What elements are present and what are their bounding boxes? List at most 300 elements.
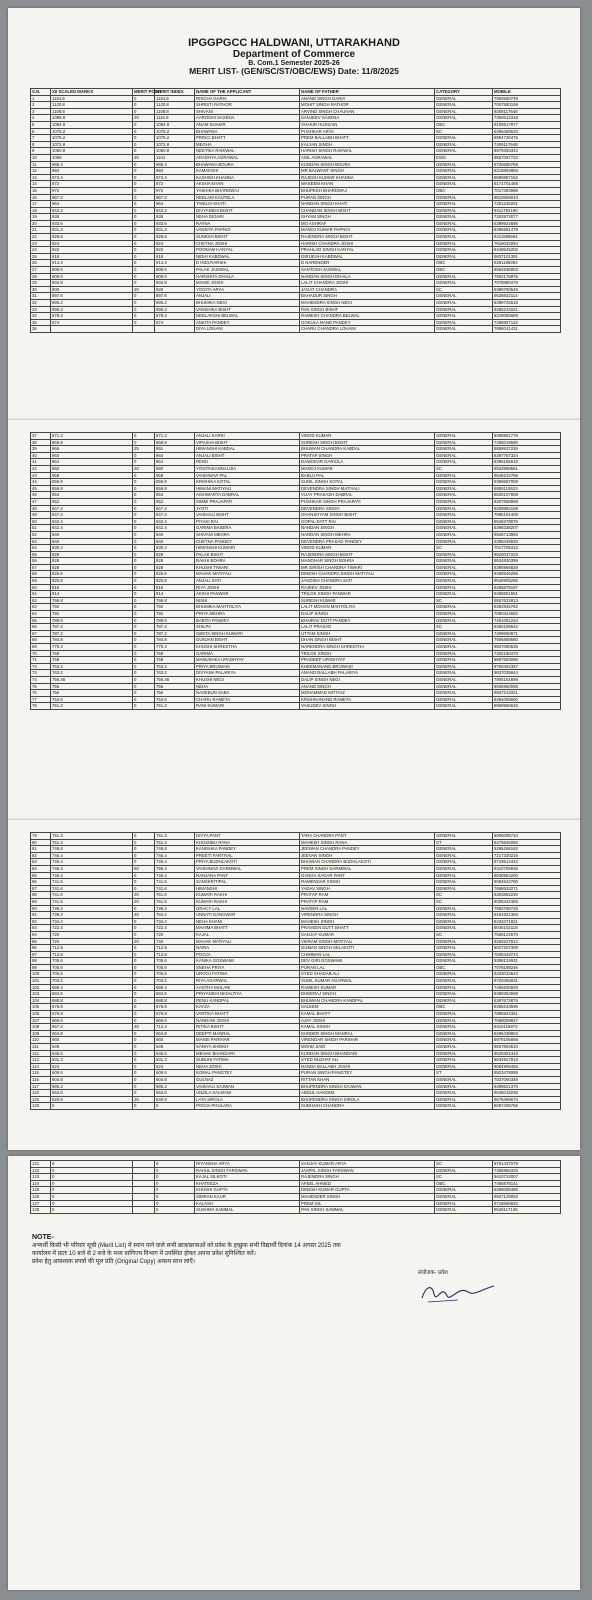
table-cell: 8475846080	[493, 839, 561, 846]
table-cell: 126	[31, 1193, 51, 1200]
table-row	[31, 1174, 561, 1181]
table-cell: 0	[133, 905, 155, 912]
table-cell: PURAN SINGH PANGTEY	[300, 1070, 435, 1077]
table-cell: 712.8	[155, 951, 195, 958]
table-cell: SUBHASH CHANDRA	[300, 1103, 435, 1110]
table-cell: 7078188246	[493, 964, 561, 971]
table-cell: 871.2	[51, 433, 133, 440]
table-cell: 830.4	[155, 545, 195, 552]
table-cell: 0	[133, 1050, 155, 1057]
table-cell: HARSHITA DHAILA	[195, 273, 300, 280]
table-cell: GIRIJESH KABDWAL	[300, 253, 435, 260]
table-cell: 972	[51, 187, 133, 194]
table-cell	[133, 1167, 155, 1174]
table-cell: PREM SINGH DARMWAL	[300, 865, 435, 872]
table-cell: TRILOK SINGH PANWAR	[300, 591, 435, 598]
table-cell: 856.8	[51, 485, 133, 492]
table-cell: SC	[435, 465, 493, 472]
table-cell: GENERAL	[435, 95, 493, 102]
table-cell: 7465878141	[493, 1180, 561, 1187]
table-cell: PUSHKAR ARYA	[300, 128, 435, 135]
table-row	[31, 214, 561, 221]
table-cell: NEELAKSHI BELWAL	[195, 313, 300, 320]
table-cell: SANJEEV SAXENA	[300, 115, 435, 122]
table-cell: GENERAL	[435, 1096, 493, 1103]
table-cell: OBC	[435, 267, 493, 274]
table-cell: 814	[155, 591, 195, 598]
table-row	[31, 617, 561, 624]
table-cell: 7466956325	[493, 1167, 561, 1174]
table-cell: 53	[31, 538, 51, 545]
table-cell: GENERAL	[435, 472, 493, 479]
table-cell: 8810669043	[493, 194, 561, 201]
table-cell: CHANDAN SINGH BISHT	[300, 207, 435, 214]
table-cell: NANDAN SINGH MEHRA	[300, 531, 435, 538]
table-cell: 122	[31, 1167, 51, 1174]
table-cell: 0	[133, 479, 155, 486]
table-cell: GENERAL	[435, 1017, 493, 1024]
table-cell: NANDAN SINGH KHATI	[300, 201, 435, 208]
table-cell: 0	[155, 1174, 195, 1181]
table-cell: 45	[31, 485, 51, 492]
table-cell: 68	[31, 637, 51, 644]
table-cell: SC	[435, 597, 493, 604]
table-cell: 9	[31, 148, 51, 155]
column-header: MERIT INDEX	[155, 89, 195, 96]
table-cell: SANJAY KUMAR	[300, 931, 435, 938]
table-cell: 847.2	[155, 512, 195, 519]
table-cell: NEELAM KAUTELA	[195, 194, 300, 201]
table-cell	[133, 1193, 155, 1200]
table-cell: SURESH KUMAR	[300, 597, 435, 604]
table-cell: 842.4	[155, 525, 195, 532]
table-cell: 0	[133, 637, 155, 644]
table-cell: 9456195542	[493, 624, 561, 631]
table-row	[31, 611, 561, 618]
table-cell: KAJAL	[195, 931, 300, 938]
table-cell: 7007580199	[493, 102, 561, 109]
table-cell: 6	[31, 128, 51, 135]
table-cell: KHATEEZA	[195, 1180, 300, 1187]
table-cell: 828	[155, 564, 195, 571]
table-cell: 768	[155, 657, 195, 664]
table-cell: 705.6	[51, 971, 133, 978]
table-cell: 9389354598	[493, 991, 561, 998]
table-cell: 9084906465	[493, 1063, 561, 1070]
table-cell: 6398085485	[493, 1187, 561, 1194]
table-cell: 108	[31, 1024, 51, 1031]
table-cell: 0	[133, 859, 155, 866]
table-cell: 112	[31, 1050, 51, 1057]
table-row	[31, 174, 561, 181]
table-cell: GENERAL	[435, 168, 493, 175]
table-cell: GENERAL	[435, 1193, 493, 1200]
table-cell: 720	[155, 931, 195, 938]
table-cell: GENERAL	[435, 1090, 493, 1097]
table-cell: 816	[51, 584, 133, 591]
table-cell: 878.4	[155, 313, 195, 320]
table-cell: NAINA	[195, 945, 300, 952]
table-cell: 0	[133, 220, 155, 227]
table-cell: 0	[133, 1044, 155, 1051]
table-cell: 125	[31, 1187, 51, 1194]
table-cell: PUSHKAR SINGH PRAJAPATI	[300, 498, 435, 505]
table-cell: 931.2	[155, 227, 195, 234]
table-cell: 3	[31, 108, 51, 115]
table-cell: 0	[133, 558, 155, 565]
table-cell: 909.6	[51, 273, 133, 280]
table-cell: 52	[31, 531, 51, 538]
table-cell: 0	[133, 1070, 155, 1077]
table-cell: 71	[31, 657, 51, 664]
table-cell: RAJENDRA SINGH BISHT	[300, 551, 435, 558]
table-cell	[155, 326, 195, 333]
table-cell: GENERAL	[435, 201, 493, 208]
table-cell: 703.2	[51, 978, 133, 985]
table-cell: 1101	[155, 154, 195, 161]
table-cell: AISHWARYA DABRAL	[195, 492, 300, 499]
table-cell: GENERAL	[435, 872, 493, 879]
table-cell: 25	[133, 446, 155, 453]
table-cell: LALIT MOHAN MAHTOLIYA	[300, 604, 435, 611]
table-cell: GENERAL	[435, 978, 493, 985]
table-cell: 909.6	[51, 267, 133, 274]
table-cell: CHIMMAN LAL	[300, 951, 435, 958]
table-cell: GENERAL	[435, 512, 493, 519]
table-cell: YOGITA ARYA	[195, 286, 300, 293]
table-cell: 113	[31, 1057, 51, 1064]
table-cell: GENERAL	[435, 220, 493, 227]
table-cell: 931.2	[51, 227, 133, 234]
table-cell: 796.8	[51, 597, 133, 604]
table-cell: 784.8	[155, 637, 195, 644]
table-cell: 964	[155, 201, 195, 208]
table-cell: GULNAZ	[195, 1076, 300, 1083]
table-cell: 784.2	[155, 912, 195, 919]
document-header	[8, 38, 580, 76]
table-cell: KANISHKA PANDEY	[195, 846, 300, 853]
table-cell: GENERAL	[435, 306, 493, 313]
table-cell: GENERAL	[435, 300, 493, 307]
table-row	[31, 1096, 561, 1103]
table-cell: 0	[133, 551, 155, 558]
table-cell: GENERAL	[435, 604, 493, 611]
table-cell: 114	[31, 1063, 51, 1070]
table-cell: BHUMIKA MAHTOLIYA	[195, 604, 300, 611]
table-cell: PIYAKI RAI	[195, 518, 300, 525]
table-row	[31, 446, 561, 453]
table-cell: 0	[133, 991, 155, 998]
table-cell: GENERAL	[435, 912, 493, 919]
table-cell: 95	[31, 938, 51, 945]
merit-list-sheet-4	[8, 1156, 580, 1590]
table-cell: 0	[133, 1057, 155, 1064]
table-cell: 9520301443	[493, 1050, 561, 1057]
table-cell: 66	[31, 624, 51, 631]
table-cell: 8392845782	[493, 604, 561, 611]
table-cell: 20	[133, 898, 155, 905]
table-cell: DEVENDRA SINGH	[300, 505, 435, 512]
table-cell: 0	[133, 663, 155, 670]
table-cell: GENERAL	[435, 326, 493, 333]
table-cell: 0	[133, 846, 155, 853]
table-cell: 0	[133, 676, 155, 683]
table-cell: 933.6	[155, 220, 195, 227]
table-cell: UNNATI GANGWAR	[195, 912, 300, 919]
table-cell: 7017393988	[493, 187, 561, 194]
table-row	[31, 128, 561, 135]
table-cell: 825.6	[51, 571, 133, 578]
table-cell: 1084.8	[155, 121, 195, 128]
table-row	[31, 703, 561, 710]
table-cell: 0	[133, 644, 155, 651]
table-cell: 106	[31, 1011, 51, 1018]
table-cell: 0	[133, 1103, 155, 1110]
table-cell: RENU	[195, 459, 300, 466]
table-cell: 63	[31, 604, 51, 611]
table-cell: 22	[31, 234, 51, 241]
table-cell: 75	[31, 683, 51, 690]
table-cell: GENERAL	[435, 663, 493, 670]
table-cell: KUNDAN SINGH BOURA	[300, 161, 435, 168]
table-cell: 796.8	[155, 597, 195, 604]
table-cell: 856.8	[51, 479, 133, 486]
table-cell: GENERAL	[435, 676, 493, 683]
table-cell: DALIP SINGH NEGI	[300, 676, 435, 683]
table-cell: SC	[435, 1161, 493, 1168]
table-cell: 46	[31, 492, 51, 499]
table-cell: 29	[31, 280, 51, 287]
table-row	[31, 624, 561, 631]
table-cell: 854	[155, 492, 195, 499]
table-cell: 0	[133, 925, 155, 932]
table-cell: 705.6	[155, 964, 195, 971]
table-cell: 7351245201	[493, 201, 561, 208]
table-cell: 9411792190	[493, 207, 561, 214]
table-cell: 9760492357	[493, 663, 561, 670]
signature-label: संयोजक- प्रवेश	[418, 1270, 448, 1276]
table-cell: 974.4	[51, 174, 133, 181]
table-cell: RAJENDRA SINGH BISHT	[300, 234, 435, 241]
table-cell: GENERAL	[435, 859, 493, 866]
table-cell: 62	[31, 597, 51, 604]
table-cell: 0	[133, 670, 155, 677]
table-cell: 10	[31, 154, 51, 161]
table-row	[31, 859, 561, 866]
table-cell: 0	[133, 531, 155, 538]
table-cell: 7302180470	[493, 650, 561, 657]
table-cell: GENERAL	[435, 505, 493, 512]
table-cell: 8936960058	[493, 683, 561, 690]
table-cell: 0	[133, 885, 155, 892]
table-cell: JAGAT CHANDRA	[300, 286, 435, 293]
table-cell: 9281198384	[493, 260, 561, 267]
table-cell: 890.4	[51, 306, 133, 313]
table-cell: 109	[31, 1030, 51, 1037]
table-cell: 89	[31, 898, 51, 905]
table-cell: 128	[31, 1207, 51, 1214]
table-cell: BHUWAN CHANDRA BUDHLAKOTI	[300, 859, 435, 866]
table-cell: 688.8	[51, 997, 133, 1004]
table-cell: GUNJAN BISHT	[195, 637, 300, 644]
table-cell: DEEPTI MANRAL	[195, 1030, 300, 1037]
table-cell: SC	[435, 892, 493, 899]
table-cell: 1075.2	[155, 135, 195, 142]
table-cell: 828	[155, 551, 195, 558]
table-cell: 739.2	[155, 905, 195, 912]
table-cell: 748.8	[51, 846, 133, 853]
table-row	[31, 538, 561, 545]
table-cell: BHUWAN CHANDRA KANDPAL	[300, 997, 435, 1004]
table-cell: 734.4	[155, 918, 195, 925]
table-cell: 56	[31, 558, 51, 565]
table-cell: UROOJ FATIMA	[195, 971, 300, 978]
table-row	[31, 637, 561, 644]
table-cell: 28	[31, 273, 51, 280]
table-cell: 20	[133, 1096, 155, 1103]
table-cell: 722.4	[155, 925, 195, 932]
table-cell: 967.2	[155, 194, 195, 201]
table-cell: 763.2	[51, 663, 133, 670]
table-cell: HARISH CHANDRA JOSHI	[300, 240, 435, 247]
table-cell: 520.8	[51, 1096, 133, 1103]
table-cell: BHAWANA BOURA	[195, 161, 300, 168]
table-cell: DEVENDRA PRASAD PANDEY	[300, 538, 435, 545]
table-cell: GENERAL	[435, 1187, 493, 1194]
table-cell: 0	[133, 128, 155, 135]
table-cell: GENERAL	[435, 319, 493, 326]
table-cell: 78	[31, 703, 51, 710]
table-cell: 847.2	[51, 505, 133, 512]
table-cell: 648	[51, 1044, 133, 1051]
table-cell: 768	[51, 650, 133, 657]
table-cell: 751.2	[155, 839, 195, 846]
table-cell: 8630107908	[493, 492, 561, 499]
table-cell: 115	[31, 1070, 51, 1077]
table-cell: 32	[31, 300, 51, 307]
note-line: प्रवेश हेतु आवश्यक प्रपत्रों की मूल प्रति (Original Copy) अवश्य साथ लाएँ।	[32, 1259, 196, 1265]
table-cell: 9761437079	[493, 1161, 561, 1168]
table-cell: GENERAL	[435, 247, 493, 254]
table-cell: 0	[133, 161, 155, 168]
table-cell: 20	[133, 465, 155, 472]
table-cell: GOKULA NAND PANDEY	[300, 319, 435, 326]
table-cell: 9675399673	[493, 1096, 561, 1103]
table-row	[31, 578, 561, 585]
table-cell: RITIKA BISHT	[195, 1024, 300, 1031]
table-cell: GENERAL	[435, 696, 493, 703]
table-cell	[133, 1161, 155, 1168]
table-cell: 7456930929	[493, 984, 561, 991]
table-cell: SYED NUZHAT ALI	[300, 1057, 435, 1064]
table-cell: PREETI FARTIYAL	[195, 852, 300, 859]
table-cell: 9690887162	[493, 174, 561, 181]
table-cell: 891	[155, 446, 195, 453]
table-cell: GENERAL	[435, 135, 493, 142]
table-cell: TARA CHANDRA PANT	[300, 833, 435, 840]
table-cell: GENERAL	[435, 102, 493, 109]
table-cell: 712.8	[155, 945, 195, 952]
table-cell: 6399924695	[493, 220, 561, 227]
table-cell: JAGDISH CHANDRA SATI	[300, 578, 435, 585]
note-label: NOTE-	[32, 1234, 54, 1241]
table-cell: 712.8	[51, 945, 133, 952]
table-cell: 97	[31, 951, 51, 958]
table-cell: RAJENDRA SINGH	[300, 1174, 435, 1181]
table-cell: 858	[51, 472, 133, 479]
column-header: XII SCALED MARKS	[51, 89, 133, 96]
table-cell: 60	[31, 584, 51, 591]
table-cell: GARIMA	[195, 650, 300, 657]
table-cell: ANJALI SATI	[195, 578, 300, 585]
table-cell: 840	[51, 538, 133, 545]
table-cell: WASEEM KHAN	[300, 181, 435, 188]
merit-table	[30, 88, 561, 333]
table-cell: 1060.8	[155, 148, 195, 155]
table-cell: 722.4	[51, 925, 133, 932]
table-cell: 0	[51, 1180, 133, 1187]
table-row	[31, 1004, 561, 1011]
table-cell: OBC	[435, 121, 493, 128]
table-cell: 0	[133, 564, 155, 571]
table-cell: 0	[51, 1161, 133, 1168]
table-cell: SC	[435, 545, 493, 552]
table-cell: SC	[435, 624, 493, 631]
table-cell: 936	[51, 214, 133, 221]
table-cell: BHUPENDRA SINGH SIROLA	[300, 1096, 435, 1103]
table-cell: 1151.6	[51, 95, 133, 102]
table-cell: 768	[155, 650, 195, 657]
table-cell: GENERAL	[435, 1024, 493, 1031]
table-cell: 660	[51, 1037, 133, 1044]
table-cell: 7895844351	[493, 1011, 561, 1018]
table-cell: HIMANI MATIYALI	[195, 485, 300, 492]
table-cell: VAISHNAVI DARMWAL	[195, 865, 300, 872]
table-cell: SC	[435, 286, 493, 293]
table-row	[31, 912, 561, 919]
table-cell: KAMAL BHATT	[300, 1011, 435, 1018]
table-row	[31, 591, 561, 598]
table-cell: 102	[31, 984, 51, 991]
table-cell: GENERAL	[435, 637, 493, 644]
table-cell: 705.6	[155, 958, 195, 965]
table-cell: 631.2	[51, 1057, 133, 1064]
table-cell: 748.8	[155, 846, 195, 853]
table-cell: 0	[133, 624, 155, 631]
table-cell: 787.2	[51, 624, 133, 631]
table-cell: 847.2	[51, 512, 133, 519]
table-row	[31, 650, 561, 657]
table-cell: 82	[31, 852, 51, 859]
table-cell: 0	[133, 951, 155, 958]
table-cell: 9837101391	[493, 253, 561, 260]
table-cell: 74	[31, 676, 51, 683]
table-row	[31, 865, 561, 872]
table-cell: 645.6	[51, 1050, 133, 1057]
table-row	[31, 121, 561, 128]
table-cell: 0	[133, 194, 155, 201]
table-cell: GENERAL	[435, 433, 493, 440]
table-cell: 9557057722	[493, 154, 561, 161]
table-cell: 9259227812	[493, 938, 561, 945]
table-row	[31, 1167, 561, 1174]
table-cell: 890.4	[155, 306, 195, 313]
table-cell: 77	[31, 696, 51, 703]
table-cell: 20	[133, 115, 155, 122]
table-cell: 73	[31, 670, 51, 677]
table-row	[31, 545, 561, 552]
table-cell: 8449645202	[493, 247, 561, 254]
